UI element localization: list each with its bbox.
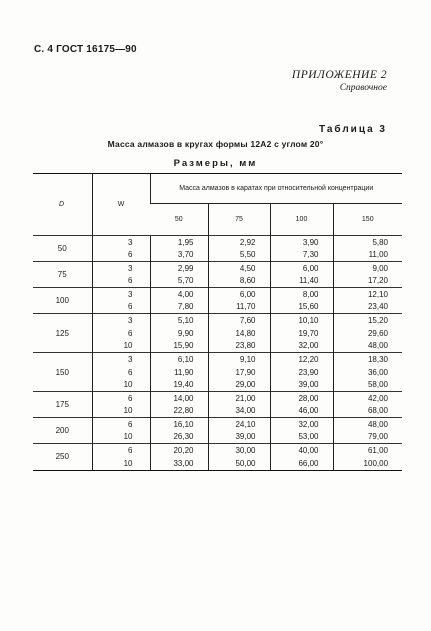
cell-mass: 24,10 xyxy=(208,418,270,431)
cell-mass: 17,90 xyxy=(208,366,270,379)
cell-mass: 15,20 xyxy=(333,314,402,327)
cell-mass: 11,90 xyxy=(150,366,208,379)
cell-w: 6 xyxy=(92,327,150,340)
conc-header: 50 xyxy=(150,204,208,236)
cell-mass: 23,80 xyxy=(208,340,270,353)
cell-mass: 15,90 xyxy=(150,340,208,353)
cell-mass: 22,80 xyxy=(150,405,208,418)
cell-w: 6 xyxy=(92,366,150,379)
cell-mass: 33,00 xyxy=(150,457,208,470)
cell-w: 6 xyxy=(92,301,150,314)
cell-mass: 5,10 xyxy=(150,314,208,327)
cell-w: 10 xyxy=(92,405,150,418)
cell-mass: 9,00 xyxy=(333,262,402,275)
table-row xyxy=(33,418,402,431)
cell-w: 3 xyxy=(92,288,150,301)
cell-mass: 7,80 xyxy=(150,301,208,314)
cell-mass: 29,00 xyxy=(208,379,270,392)
diamond-mass-table xyxy=(33,173,402,471)
cell-mass: 36,00 xyxy=(333,366,402,379)
cell-mass: 5,50 xyxy=(208,249,270,262)
table-row xyxy=(33,314,402,327)
cell-mass: 11,00 xyxy=(333,249,402,262)
cell-w: 3 xyxy=(92,236,150,249)
cell-mass: 8,60 xyxy=(208,275,270,288)
cell-mass: 9,90 xyxy=(150,327,208,340)
cell-mass: 19,70 xyxy=(270,327,333,340)
cell-mass: 34,00 xyxy=(208,405,270,418)
table-row xyxy=(33,288,402,301)
cell-mass: 58,00 xyxy=(333,379,402,392)
cell-d: 50 xyxy=(33,236,92,262)
cell-mass: 32,00 xyxy=(270,418,333,431)
conc-header: 75 xyxy=(208,204,270,236)
cell-mass: 12,20 xyxy=(270,353,333,366)
cell-d: 200 xyxy=(33,418,92,444)
table-label: Таблица 3 xyxy=(318,124,387,135)
cell-mass: 21,00 xyxy=(208,392,270,405)
cell-mass: 17,20 xyxy=(333,275,402,288)
cell-mass: 42,00 xyxy=(333,392,402,405)
cell-d: 250 xyxy=(33,444,92,470)
table-caption: Масса алмазов в кругах формы 12А2 с углом 20° xyxy=(107,139,324,149)
cell-mass: 7,60 xyxy=(208,314,270,327)
cell-mass: 14,00 xyxy=(150,392,208,405)
cell-d: 125 xyxy=(33,314,92,353)
cell-d: 175 xyxy=(33,392,92,418)
cell-mass: 10,10 xyxy=(270,314,333,327)
cell-mass: 23,90 xyxy=(270,366,333,379)
cell-mass: 6,10 xyxy=(150,353,208,366)
cell-mass: 48,00 xyxy=(333,418,402,431)
cell-mass: 12,10 xyxy=(333,288,402,301)
table-row xyxy=(33,392,402,405)
cell-mass: 6,00 xyxy=(208,288,270,301)
cell-mass: 6,00 xyxy=(270,262,333,275)
cell-w: 6 xyxy=(92,249,150,262)
cell-w: 3 xyxy=(92,353,150,366)
cell-w: 10 xyxy=(92,340,150,353)
cell-mass: 19,40 xyxy=(150,379,208,392)
cell-w: 3 xyxy=(92,262,150,275)
cell-mass: 16,10 xyxy=(150,418,208,431)
cell-mass: 79,00 xyxy=(333,431,402,444)
cell-mass: 3,90 xyxy=(270,236,333,249)
table-row xyxy=(33,444,402,457)
appendix-subtitle: Справочное xyxy=(339,83,387,93)
cell-mass: 9,10 xyxy=(208,353,270,366)
cell-mass: 23,40 xyxy=(333,301,402,314)
cell-mass: 46,00 xyxy=(270,405,333,418)
cell-mass: 4,50 xyxy=(208,262,270,275)
dimensions-label: Размеры, мм xyxy=(173,158,258,169)
cell-mass: 66,00 xyxy=(270,457,333,470)
cell-mass: 48,00 xyxy=(333,340,402,353)
cell-mass: 8,00 xyxy=(270,288,333,301)
table-body xyxy=(33,236,402,470)
cell-mass: 30,00 xyxy=(208,444,270,457)
cell-mass: 11,70 xyxy=(208,301,270,314)
cell-w: 6 xyxy=(92,392,150,405)
cell-d: 100 xyxy=(33,288,92,314)
cell-mass: 7,30 xyxy=(270,249,333,262)
cell-mass: 50,00 xyxy=(208,457,270,470)
cell-mass: 32,00 xyxy=(270,340,333,353)
page-header: С. 4 ГОСТ 16175—90 xyxy=(34,44,137,55)
cell-mass: 4,00 xyxy=(150,288,208,301)
cell-mass: 39,00 xyxy=(270,379,333,392)
cell-w: 6 xyxy=(92,275,150,288)
cell-w: 6 xyxy=(92,444,150,457)
cell-mass: 18,30 xyxy=(333,353,402,366)
cell-mass: 28,00 xyxy=(270,392,333,405)
table-row xyxy=(33,262,402,275)
cell-mass: 20,20 xyxy=(150,444,208,457)
cell-mass: 68,00 xyxy=(333,405,402,418)
cell-mass: 5,70 xyxy=(150,275,208,288)
cell-d: 75 xyxy=(33,262,92,288)
col-header-d: D xyxy=(59,201,65,208)
cell-mass: 11,40 xyxy=(270,275,333,288)
cell-mass: 61,00 xyxy=(333,444,402,457)
cell-mass: 26,30 xyxy=(150,431,208,444)
cell-mass: 3,70 xyxy=(150,249,208,262)
cell-w: 3 xyxy=(92,314,150,327)
conc-header: 150 xyxy=(333,204,402,236)
appendix-block xyxy=(292,69,387,93)
cell-mass: 5,80 xyxy=(333,236,402,249)
cell-w: 6 xyxy=(92,418,150,431)
table-row xyxy=(33,236,402,249)
cell-mass: 40,00 xyxy=(270,444,333,457)
mass-header: Масса алмазов в каратах при относительной концентрации xyxy=(150,174,402,204)
table-row xyxy=(33,353,402,366)
cell-mass: 15,60 xyxy=(270,301,333,314)
cell-mass: 2,92 xyxy=(208,236,270,249)
col-header-w: W xyxy=(92,174,150,236)
cell-mass: 39,00 xyxy=(208,431,270,444)
cell-mass: 1,95 xyxy=(150,236,208,249)
cell-w: 10 xyxy=(92,457,150,470)
cell-w: 10 xyxy=(92,379,150,392)
cell-w: 10 xyxy=(92,431,150,444)
cell-mass: 14,80 xyxy=(208,327,270,340)
cell-mass: 29,60 xyxy=(333,327,402,340)
cell-mass: 100,00 xyxy=(333,457,402,470)
cell-mass: 2,99 xyxy=(150,262,208,275)
cell-mass: 53,00 xyxy=(270,431,333,444)
appendix-title: ПРИЛОЖЕНИЕ 2 xyxy=(291,69,387,81)
cell-d: 150 xyxy=(33,353,92,392)
conc-header: 100 xyxy=(270,204,333,236)
